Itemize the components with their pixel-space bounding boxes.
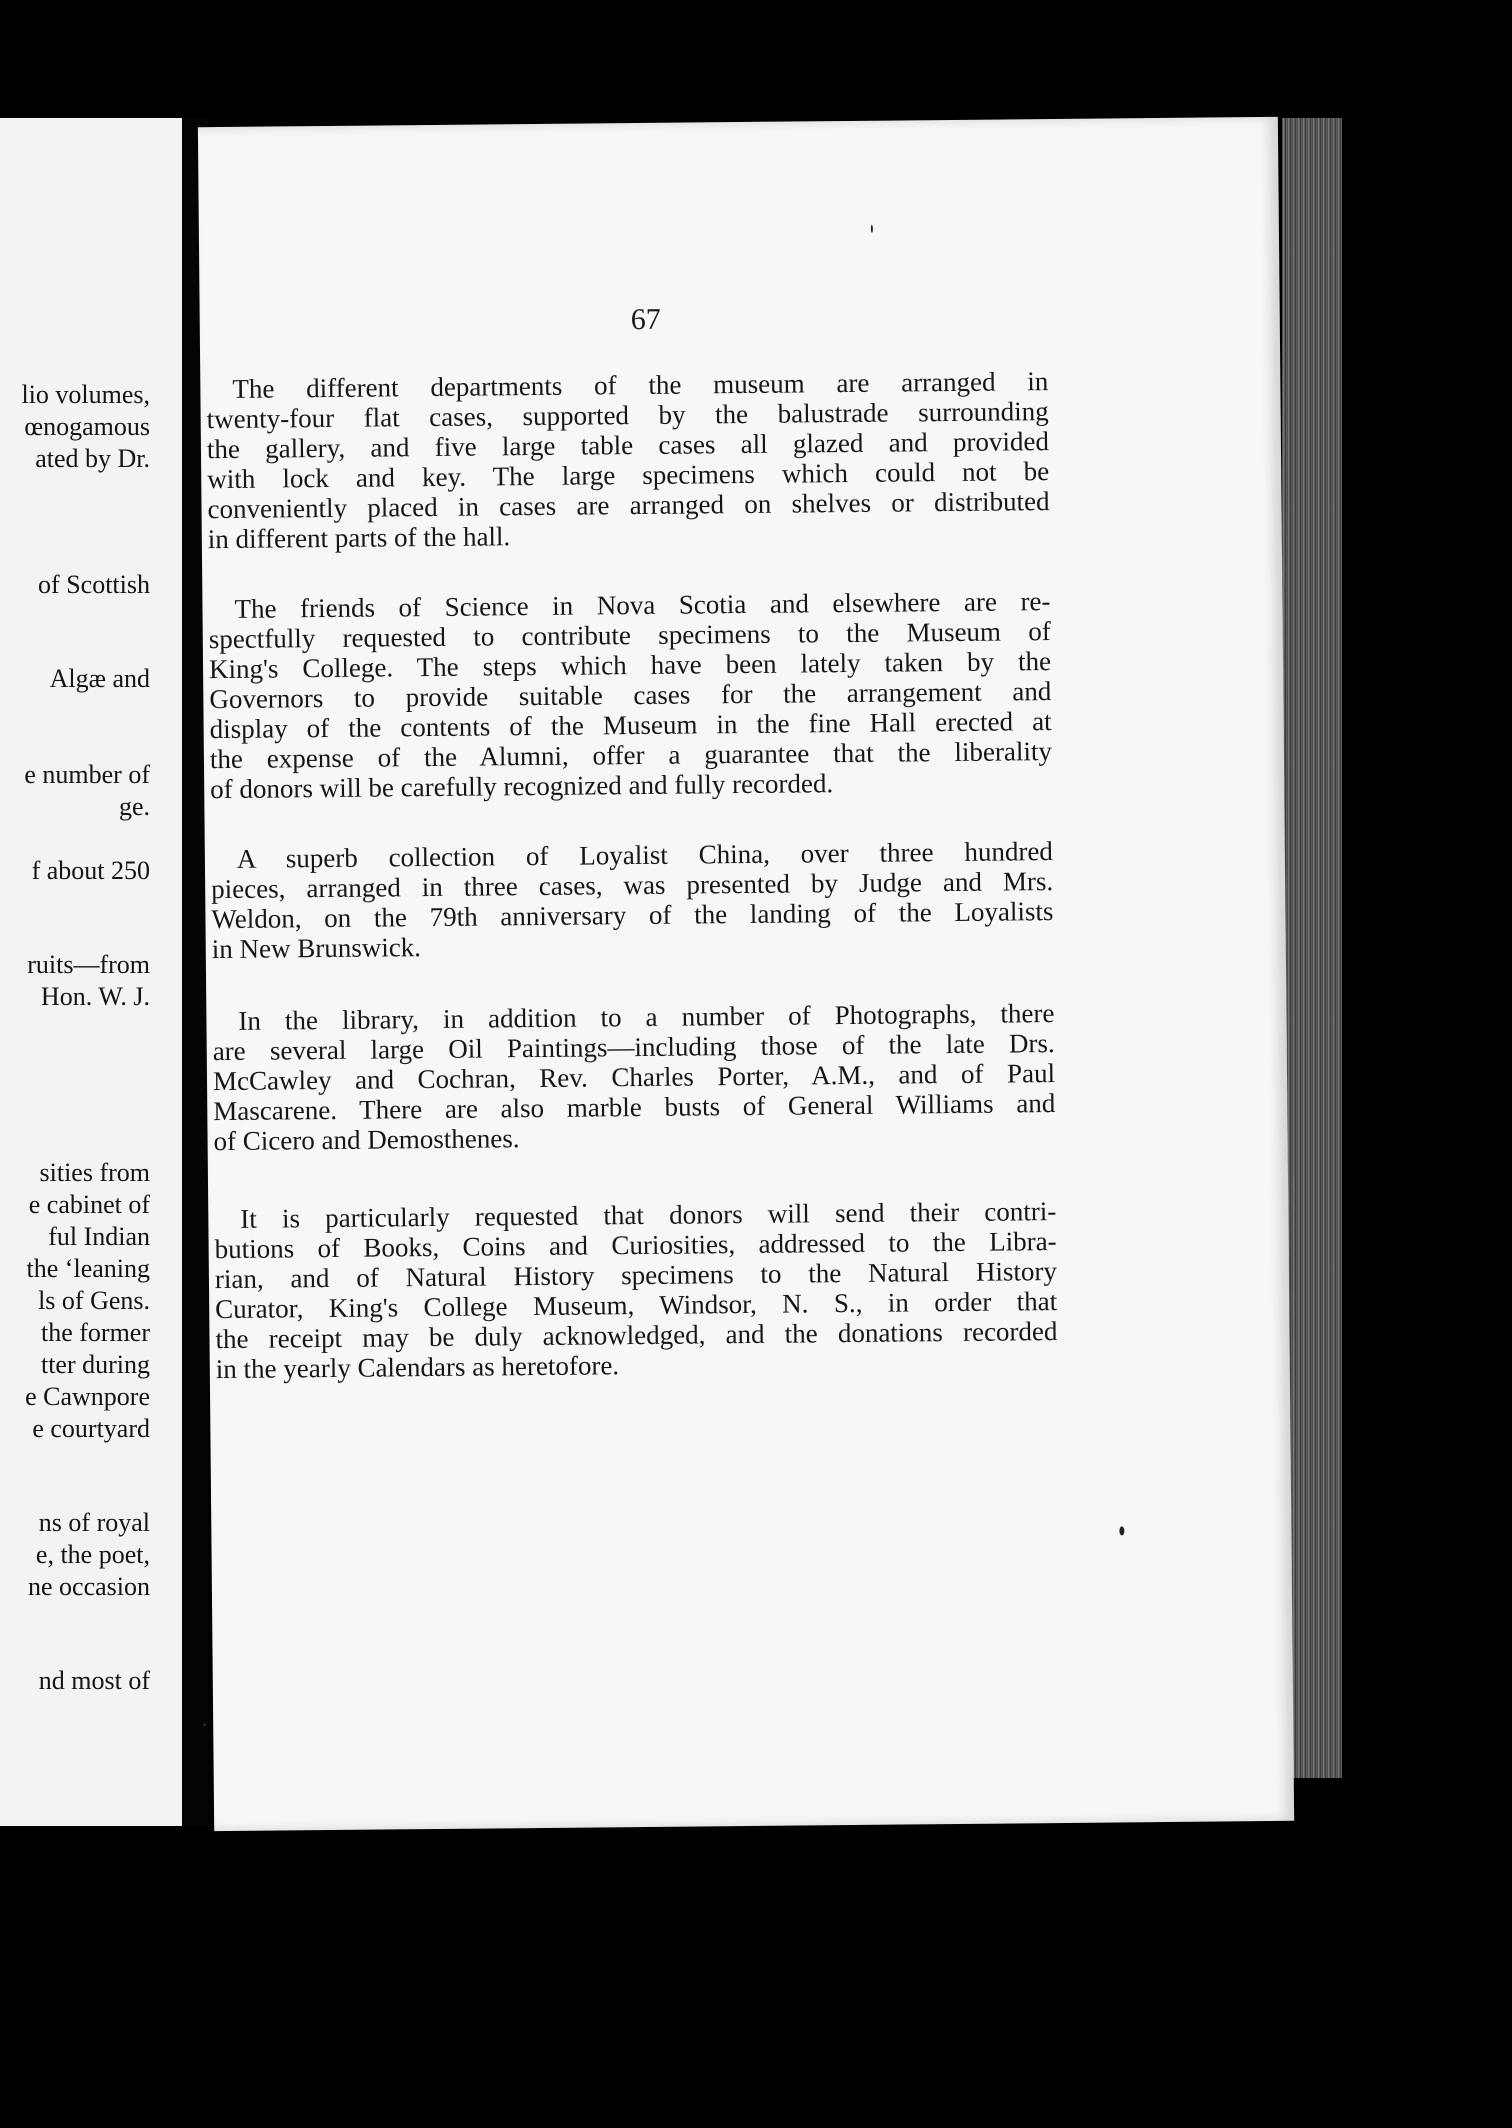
paragraph-line: In the library, in addition to a number of Photographs, there [238, 998, 1055, 1036]
paragraph-line: display of the contents of the Museum in the fine Hall erected at [209, 706, 1052, 745]
left-facing-page [0, 118, 182, 1826]
left-page-line: Hon. W. J. [40, 982, 150, 1011]
paragraph-line: Curator, King's College Museum, Windsor, N. S., in order that [215, 1286, 1058, 1325]
paragraph-line: butions of Books, Coins and Curiosities, addressed to the Libra- [214, 1226, 1057, 1265]
left-page-line: Algæ and [49, 664, 150, 693]
paragraph-line: conveniently placed in cases are arranged on shelves or distributed [207, 486, 1050, 525]
scan-speck [1119, 1526, 1124, 1535]
paragraph-line: Mascarene. There are also marble busts of General Williams and [213, 1088, 1056, 1127]
left-page-line: of Scottish [38, 570, 150, 599]
paragraph-museum-cases [200, 363, 1280, 555]
left-page-line: the former [40, 1318, 150, 1347]
left-page-line: e cabinet of [28, 1190, 150, 1219]
paragraph-line: spectfully requested to contribute specimens to the Museum of [208, 616, 1051, 655]
paragraph-line: in the yearly Calendars as heretofore. [215, 1350, 620, 1385]
paragraph-line: A superb collection of Loyalist China, over three hundred [236, 836, 1053, 874]
left-page-line: e, the poet, [35, 1540, 150, 1569]
left-page-line: ated by Dr. [35, 444, 150, 473]
left-page-line: tter during [40, 1350, 150, 1379]
left-page-line: sities from [39, 1158, 150, 1187]
paragraph-line: in New Brunswick. [211, 932, 422, 965]
paragraph-line: Governors to provide suitable cases for the arrangement and [209, 676, 1052, 715]
paragraph-line: of donors will be carefully recognized and fully recorded. [210, 768, 834, 805]
paragraph-line: McCawley and Cochran, Rev. Charles Porter, A.M., and of Paul [212, 1058, 1056, 1097]
paragraph-line: It is particularly requested that donors will send their contri- [240, 1196, 1057, 1234]
left-page-line: f about 250 [31, 856, 150, 885]
right-page [198, 117, 1294, 1831]
paragraph-line: King's College. The steps which have been lately taken by the [208, 646, 1052, 685]
left-page-line: ful Indian [48, 1222, 150, 1251]
scan-speck [871, 225, 873, 233]
paragraph-line: Weldon, on the 79th anniversary of the landing of the Loyalists [211, 896, 1054, 935]
paragraph-line: The friends of Science in Nova Scotia and elsewhere are re- [234, 586, 1051, 624]
paragraph-line: in different parts of the hall. [207, 521, 511, 555]
paragraph-library [206, 995, 1286, 1157]
paragraph-line: of Cicero and Demosthenes. [213, 1123, 520, 1157]
left-page-line: the ‘leaning [26, 1254, 150, 1283]
paragraph-line: the expense of the Alumni, offer a guarantee that the liberality [209, 736, 1053, 775]
paragraph-line: The different departments of the museum are arranged in [232, 366, 1049, 404]
left-page-line: œnogamous [24, 412, 150, 441]
left-page-line: ruits—from [27, 950, 150, 979]
left-page-line: nd most of [38, 1666, 150, 1695]
left-page-line: ne occasion [27, 1572, 150, 1601]
paragraph-friends-of-science [202, 583, 1282, 805]
paragraph-line: with lock and key. The large specimens which could not be [207, 456, 1050, 495]
left-page-line: ls of Gens. [38, 1286, 150, 1315]
left-page-line: lio volumes, [21, 380, 150, 409]
paragraph-line: are several large Oil Paintings—including those of the late Drs. [212, 1028, 1055, 1067]
left-page-line: e courtyard [32, 1414, 150, 1443]
paragraph-line: the receipt may be duly acknowledged, and the donations recorded [215, 1316, 1058, 1355]
left-page-line: ns of royal [38, 1508, 150, 1537]
left-page-line: e Cawnpore [25, 1382, 150, 1411]
page-number: 67 [630, 302, 661, 337]
scan-speck [203, 1723, 206, 1726]
paragraph-line: twenty-four flat cases, supported by the balustrade surrounding [206, 396, 1049, 435]
left-page-line: ge. [118, 792, 150, 821]
paragraph-loyalist-china [205, 833, 1285, 965]
left-page-line: e number of [24, 760, 150, 789]
paragraph-donors-request [208, 1193, 1288, 1385]
paragraph-line: rian, and of Natural History specimens to the Natural History [214, 1256, 1058, 1295]
paragraph-line: the gallery, and five large table cases all glazed and provided [206, 426, 1050, 465]
paragraph-line: pieces, arranged in three cases, was presented by Judge and Mrs. [211, 866, 1054, 905]
